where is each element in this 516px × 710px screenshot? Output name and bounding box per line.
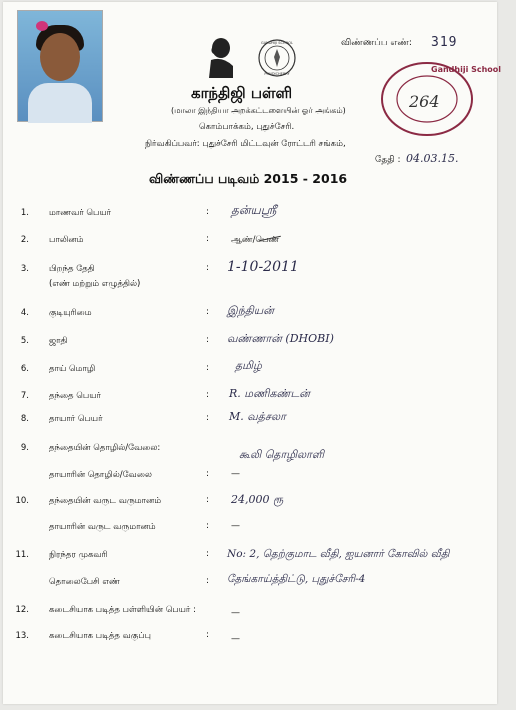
field-label-gender: பாலினம் [49,235,84,245]
field-value-nationality: இந்தியன் [227,304,274,317]
form-title: விண்ணப்ப படிவம் 2015 - 2016 [149,171,348,186]
field-value-father-income: 24,000 ரூ [231,493,284,506]
field-label-dob: பிறந்த தேதி [49,264,95,274]
field-value-gender: ஆண்/பெண் [231,235,280,245]
field-label-mother-name: தாயார் பெயர் [49,414,103,424]
field-number: 2. [20,235,29,245]
field-value-caste: வண்ணான் (DHOBI) [227,332,334,345]
field-label-phone: தொலைபேசி எண் [49,577,120,587]
field-value-mother-tongue: தமிழ் [235,359,262,372]
student-photo [17,10,103,122]
application-no-value: 319 [431,35,458,50]
date-value: 04.03.15. [406,152,459,165]
svg-text:GANDHIJI SCHOOL: GANDHIJI SCHOOL [260,41,294,45]
field-number: 10. [15,496,29,506]
field-number: 12. [15,605,29,615]
field-label-father-name: தந்தை பெயர் [49,391,101,401]
school-emblem-icon [257,38,297,78]
field-number: 7. [20,391,29,401]
application-form-page: GANDHIJI SCHOOL PONDICHERRY விண்ணப்ப எண்: 319 Gandhiji School 264 காந்திஜி பள்ளி (மாலா இந்தியா அறக்கட்டளையின் ஓர் அங்கம்) கொம்பாக்கம், புதுச்சேரி. நிர்வகிப்பவர்: புதுச்சேரி மிட்டவுன் ரோட்டரி சங்கம், தேதி : 04.03.15. விண்ணப்ப படிவம் 2015 - 2016 1. மாணவர் பெயர் : தன்யஸ்ரீ 2. பாலினம் : ஆண்/பெண் 3. பிறந்த தேதி (எண் மற்றும் எழுத்தில்) : 1-10-2011 4. குடியுரிமை : இந்தியன் 5. ஜாதி : வண்ணான் (DHOBI) 6. தாய் மொழி : தமிழ் 7. தந்தை பெயர் : R. மணிகண்டன் 8. தாயார் பெயர் : M. வத்சலா 9. தந்தையின் தொழில்/வேலை: கூலி தொழிலாளி தாயாரின் தொழில்/வேலை : — 10. தந்தையின் வருட வருமானம் : 24,000 ரூ தாயாரின் வருட வருமானம் : — 11. நிரந்தர முகவரி : No: 2, தெற்குமாட வீதி, ஐயனார் கோவில் வீதி தொலைபேசி எண் : தேங்காய்த்திட்டு, புதுச்சேரி-4 12. கடைசியாக படித்த பள்ளியின் பெயர் : — 13. கடைசியாக படித்த வகுப்பு : — [3,2,497,704]
application-no-label: விண்ணப்ப எண்: [341,38,412,48]
field-label-father-income: தந்தையின் வருட வருமானம் [49,496,162,506]
field-number: 4. [20,308,29,318]
field-number: 6. [20,364,29,374]
field-number: 13. [15,631,29,641]
date-label: தேதி : [375,155,401,165]
field-number: 8. [20,414,29,424]
field-number: 9. [20,443,29,453]
svg-text:264: 264 [409,92,440,111]
field-value-father-name: R. மணிகண்டன் [229,387,310,400]
school-stamp-icon [379,60,502,138]
school-address: கொம்பாக்கம், புதுச்சேரி. [199,122,295,132]
field-value-last-class: — [231,634,240,644]
field-label-student-name: மாணவர் பெயர் [49,208,112,218]
field-sublabel-dob: (எண் மற்றும் எழுத்தில்) [49,279,141,289]
field-value-last-school: — [231,608,240,618]
field-value-student-name: தன்யஸ்ரீ [231,203,277,217]
field-label-permanent-address: நிரந்தர முகவரி [49,550,108,560]
field-label-mother-tongue: தாய் மொழி [49,364,96,374]
field-value-mother-income: — [231,521,240,531]
field-label-nationality: குடியுரிமை [49,308,92,318]
field-value-mother-name: M. வத்சலா [229,410,286,423]
field-value-permanent-address: No: 2, தெற்குமாட வீதி, ஐயனார் கோவில் வீதி [227,548,450,560]
field-number: 5. [20,336,29,346]
field-value-dob: 1-10-2011 [227,259,299,275]
affiliation-text: (மாலா இந்தியா அறக்கட்டளையின் ஓர் அங்கம்) [171,106,346,115]
svg-text:PONDICHERRY: PONDICHERRY [264,72,290,76]
field-number: 1. [20,208,29,218]
svg-text:Gandhiji School: Gandhiji School [431,65,502,74]
school-name: காந்திஜி பள்ளி [191,84,293,102]
field-value-address-line2: தேங்காய்த்திட்டு, புதுச்சேரி-4 [227,573,366,585]
gandhi-logo-icon [205,36,241,78]
management-text: நிர்வகிப்பவர்: புதுச்சேரி மிட்டவுன் ரோட்டரி சங்கம், [145,139,346,149]
field-label-last-class: கடைசியாக படித்த வகுப்பு [49,631,151,641]
field-label-caste: ஜாதி [49,336,68,346]
field-label-father-occupation: தந்தையின் தொழில்/வேலை: [49,443,161,453]
field-value-father-occupation: கூலி தொழிலாளி [239,448,325,461]
field-label-mother-occupation: தாயாரின் தொழில்/வேலை [49,470,152,480]
field-number: 3. [20,264,29,274]
field-label-last-school: கடைசியாக படித்த பள்ளியின் பெயர் : [49,605,196,615]
field-number: 11. [15,550,29,560]
field-label-mother-income: தாயாரின் வருட வருமானம் [49,522,156,532]
field-value-mother-occupation: — [231,469,240,479]
